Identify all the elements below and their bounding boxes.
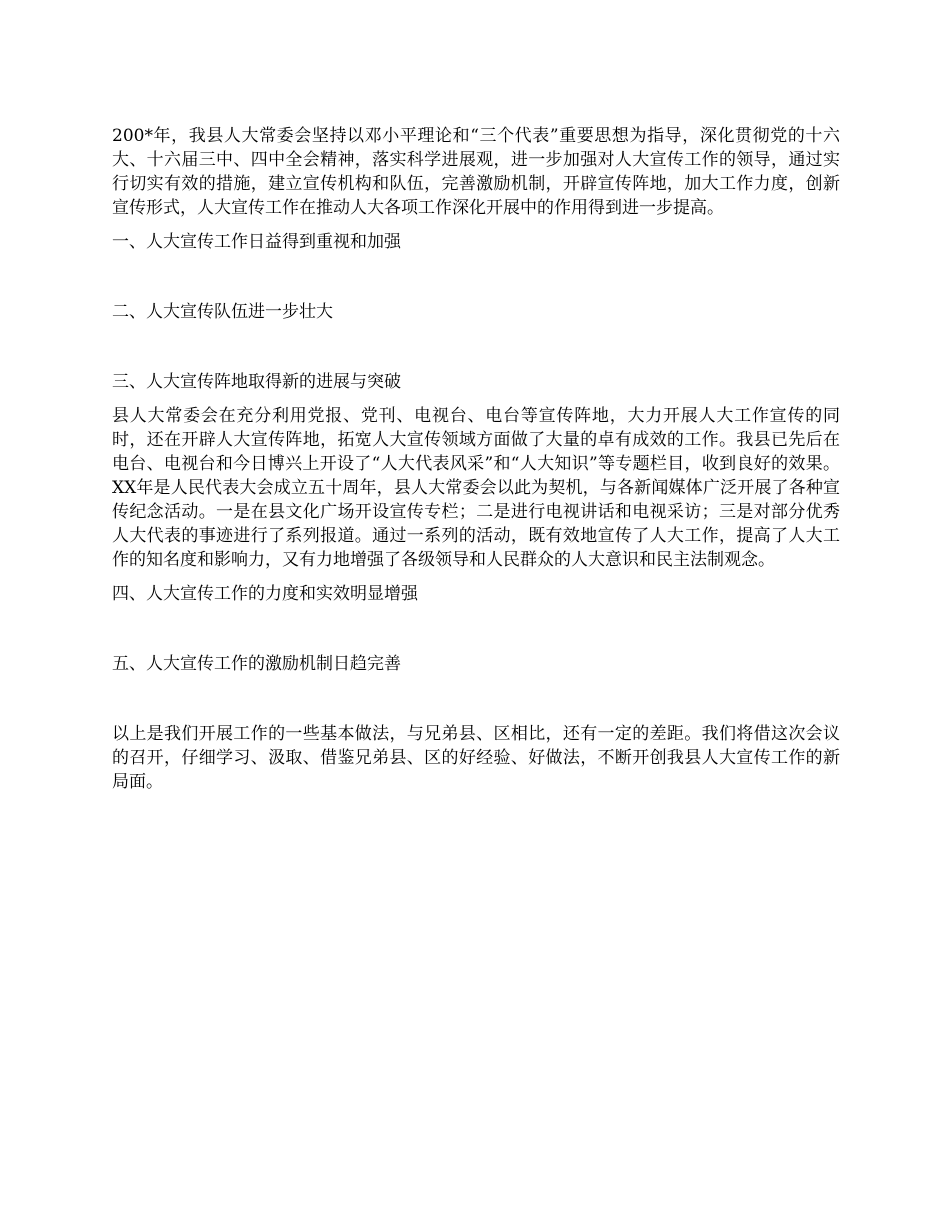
section-heading-3: 三、人大宣传阵地取得新的进展与突破 [112,372,401,392]
spacer [112,572,840,582]
conclusion-paragraph: 以上是我们开展工作的一些基本做法，与兄弟县、区相比，还有一定的差距。我们将借这次会议的召开，仔细学习、汲取、借鉴兄弟县、区的好经验、好做法，不断开创我县人大宣传工作的新局面。 [112,724,840,792]
spacer [112,394,840,404]
section-3-paragraph: 县人大常委会在充分利用党报、党刊、电视台、电台等宣传阵地，大力开展人大工作宣传的同时，还在开辟人大宣传阵地，拓宽人大宣传领域方面做了大量的卓有成效的工作。我县已先后在电台、电视台和今日博兴上开设了“人大代表风采”和“人大知识”等专题栏目，收到良好的效果。XX年是人民代表大会成立五十周年，县人大常委会以此为契机，与各新闻媒体广泛开展了各种宣传纪念活动。一是在县文化广场开设宣传专栏；二是进行电视讲话和电视采访；三是对部分优秀人大代表的事迹进行了系列报道。通过一系列的活动，既有效地宣传了人大工作，提高了人大工作的知名度和影响力，又有力地增强了各级领导和人民群众的人大意识和民主法制观念。 [112,406,840,570]
spacer [112,220,840,230]
section-heading-1: 一、人大宣传工作日益得到重视和加强 [112,232,401,252]
section-heading-5: 五、人大宣传工作的激励机制日趋完善 [112,654,401,674]
section-heading-2: 二、人大宣传队伍进一步壮大 [112,302,333,322]
spacer [112,254,840,300]
section-heading-4: 四、人大宣传工作的力度和实效明显增强 [112,584,418,604]
intro-paragraph: 200*年，我县人大常委会坚持以邓小平理论和“三个代表”重要思想为指导，深化贯彻党的十六大、十六届三中、四中全会精神，落实科学进展观，进一步加强对人大宣传工作的领导，通过实行切实有效的措施，建立宣传机构和队伍，完善激励机制，开辟宣传阵地，加大工作力度，创新宣传形式，人大宣传工作在推动人大各项工作深化开展中的作用得到进一步提高。 [112,126,840,218]
spacer [112,606,840,652]
spacer [112,676,840,722]
document-body [112,124,840,794]
spacer [112,324,840,370]
